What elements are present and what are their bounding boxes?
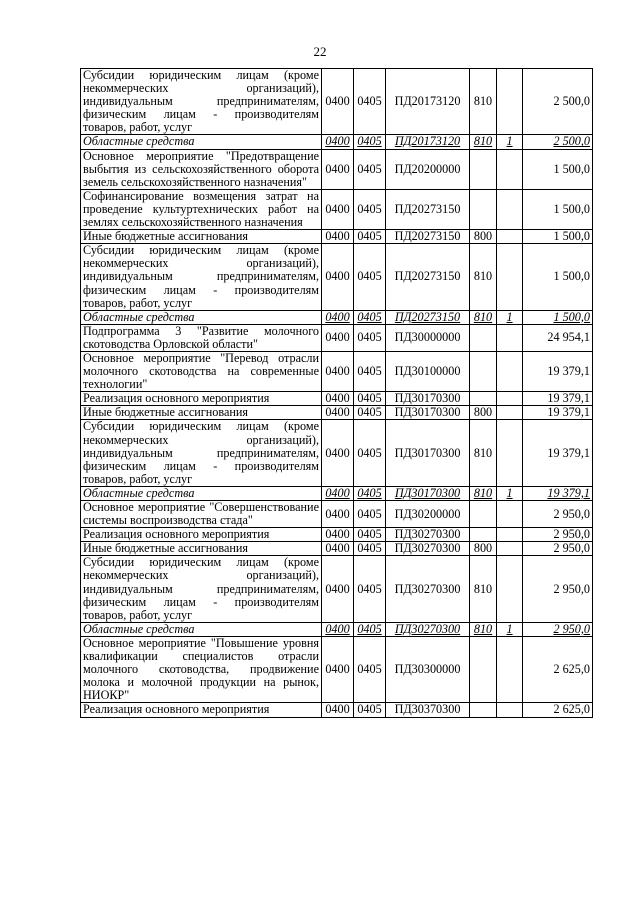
expense-type-code: 810	[470, 244, 497, 310]
expense-type-code: 810	[470, 486, 497, 500]
section-code: 0400	[322, 244, 354, 310]
amount: 1 500,0	[523, 230, 593, 244]
target-article-code: ПД20273150	[386, 189, 470, 229]
amount: 19 379,1	[523, 392, 593, 406]
row-name: Субсидии юридическим лицам (кроме некоммерческих организаций), индивидуальным предпринимателям, физическим лицам - производителям товаров, работ, услуг	[81, 244, 322, 310]
row-name: Субсидии юридическим лицам (кроме некоммерческих организаций), индивидуальным предпринимателям, физическим лицам - производителям товаров, работ, услуг	[81, 69, 322, 135]
table-row	[81, 310, 593, 324]
target-article-code: ПД30270300	[386, 556, 470, 622]
row-name: Областные средства	[81, 135, 322, 149]
target-article-code: ПД30170300	[386, 486, 470, 500]
table-row	[81, 69, 593, 135]
expense-type-code: 800	[470, 542, 497, 556]
expense-type-code: 810	[470, 556, 497, 622]
row-name: Иные бюджетные ассигнования	[81, 406, 322, 420]
funding-source-code	[497, 244, 523, 310]
funding-source-code	[497, 230, 523, 244]
subsection-code: 0405	[354, 230, 386, 244]
amount: 2 950,0	[523, 501, 593, 528]
section-code: 0400	[322, 406, 354, 420]
subsection-code: 0405	[354, 149, 386, 189]
funding-source-code	[497, 392, 523, 406]
subsection-code: 0405	[354, 528, 386, 542]
target-article-code: ПД30200000	[386, 501, 470, 528]
target-article-code: ПД20273150	[386, 244, 470, 310]
expense-type-code	[470, 324, 497, 351]
section-code: 0400	[322, 501, 354, 528]
table-row	[81, 636, 593, 702]
table-row	[81, 324, 593, 351]
budget-table	[80, 68, 593, 718]
amount: 2 950,0	[523, 542, 593, 556]
subsection-code: 0405	[354, 501, 386, 528]
target-article-code: ПД20173120	[386, 69, 470, 135]
target-article-code: ПД30170300	[386, 420, 470, 486]
row-name: Иные бюджетные ассигнования	[81, 230, 322, 244]
expense-type-code: 810	[470, 69, 497, 135]
row-name: Реализация основного мероприятия	[81, 392, 322, 406]
section-code: 0400	[322, 230, 354, 244]
row-name: Реализация основного мероприятия	[81, 703, 322, 717]
section-code: 0400	[322, 703, 354, 717]
expense-type-code: 810	[470, 310, 497, 324]
funding-source-code	[497, 636, 523, 702]
row-name: Подпрограмма 3 "Развитие молочного скотоводства Орловской области"	[81, 324, 322, 351]
table-row	[81, 420, 593, 486]
funding-source-code: 1	[497, 135, 523, 149]
amount: 2 625,0	[523, 636, 593, 702]
funding-source-code	[497, 189, 523, 229]
row-name: Иные бюджетные ассигнования	[81, 542, 322, 556]
section-code: 0400	[322, 486, 354, 500]
subsection-code: 0405	[354, 351, 386, 391]
subsection-code: 0405	[354, 135, 386, 149]
target-article-code: ПД30170300	[386, 392, 470, 406]
amount: 1 500,0	[523, 149, 593, 189]
expense-type-code	[470, 528, 497, 542]
table-row	[81, 528, 593, 542]
subsection-code: 0405	[354, 556, 386, 622]
expense-type-code	[470, 501, 497, 528]
amount: 2 500,0	[523, 135, 593, 149]
table-row	[81, 406, 593, 420]
section-code: 0400	[322, 542, 354, 556]
subsection-code: 0405	[354, 244, 386, 310]
table-row	[81, 542, 593, 556]
row-name: Основное мероприятие "Предотвращение выбытия из сельскохозяйственного оборота земель сельскохозяйственного назначения"	[81, 149, 322, 189]
row-name: Основное мероприятие "Совершенствование системы воспроизводства стада"	[81, 501, 322, 528]
row-name: Областные средства	[81, 310, 322, 324]
funding-source-code	[497, 556, 523, 622]
section-code: 0400	[322, 556, 354, 622]
row-name: Основное мероприятие "Перевод отрасли молочного скотоводства на современные технологии"	[81, 351, 322, 391]
section-code: 0400	[322, 392, 354, 406]
subsection-code: 0405	[354, 189, 386, 229]
table-row	[81, 622, 593, 636]
subsection-code: 0405	[354, 392, 386, 406]
target-article-code: ПД30370300	[386, 703, 470, 717]
section-code: 0400	[322, 135, 354, 149]
target-article-code: ПД30270300	[386, 528, 470, 542]
section-code: 0400	[322, 622, 354, 636]
amount: 19 379,1	[523, 420, 593, 486]
table-row	[81, 149, 593, 189]
funding-source-code	[497, 703, 523, 717]
expense-type-code: 800	[470, 406, 497, 420]
amount: 2 950,0	[523, 556, 593, 622]
expense-type-code	[470, 392, 497, 406]
amount: 19 379,1	[523, 406, 593, 420]
subsection-code: 0405	[354, 420, 386, 486]
amount: 19 379,1	[523, 351, 593, 391]
amount: 2 625,0	[523, 703, 593, 717]
table-row	[81, 486, 593, 500]
subsection-code: 0405	[354, 486, 386, 500]
funding-source-code	[497, 501, 523, 528]
section-code: 0400	[322, 69, 354, 135]
funding-source-code: 1	[497, 622, 523, 636]
section-code: 0400	[322, 636, 354, 702]
amount: 1 500,0	[523, 244, 593, 310]
row-name: Основное мероприятие "Повышение уровня квалификации специалистов отрасли молочного скотоводства, продвижение молока и молочной продукции на рынок, НИОКР"	[81, 636, 322, 702]
expense-type-code: 810	[470, 420, 497, 486]
table-row	[81, 556, 593, 622]
amount: 1 500,0	[523, 310, 593, 324]
subsection-code: 0405	[354, 310, 386, 324]
amount: 1 500,0	[523, 189, 593, 229]
section-code: 0400	[322, 528, 354, 542]
section-code: 0400	[322, 324, 354, 351]
target-article-code: ПД30170300	[386, 406, 470, 420]
expense-type-code	[470, 636, 497, 702]
funding-source-code	[497, 149, 523, 189]
table-row	[81, 230, 593, 244]
row-name: Реализация основного мероприятия	[81, 528, 322, 542]
target-article-code: ПД30000000	[386, 324, 470, 351]
amount: 2 500,0	[523, 69, 593, 135]
expense-type-code	[470, 149, 497, 189]
funding-source-code	[497, 528, 523, 542]
funding-source-code	[497, 420, 523, 486]
table-row	[81, 244, 593, 310]
table-row	[81, 703, 593, 717]
table-row	[81, 135, 593, 149]
expense-type-code: 810	[470, 622, 497, 636]
amount: 2 950,0	[523, 528, 593, 542]
row-name: Софинансирование возмещения затрат на проведение культуртехнических работ на землях сельскохозяйственного назначения	[81, 189, 322, 229]
funding-source-code	[497, 542, 523, 556]
funding-source-code: 1	[497, 486, 523, 500]
amount: 24 954,1	[523, 324, 593, 351]
target-article-code: ПД20200000	[386, 149, 470, 189]
subsection-code: 0405	[354, 622, 386, 636]
table-row	[81, 501, 593, 528]
expense-type-code	[470, 189, 497, 229]
target-article-code: ПД20273150	[386, 310, 470, 324]
expense-type-code: 810	[470, 135, 497, 149]
target-article-code: ПД20173120	[386, 135, 470, 149]
target-article-code: ПД30100000	[386, 351, 470, 391]
funding-source-code: 1	[497, 310, 523, 324]
target-article-code: ПД30300000	[386, 636, 470, 702]
subsection-code: 0405	[354, 324, 386, 351]
section-code: 0400	[322, 189, 354, 229]
subsection-code: 0405	[354, 636, 386, 702]
page-number: 22	[313, 44, 327, 59]
section-code: 0400	[322, 351, 354, 391]
section-code: 0400	[322, 420, 354, 486]
row-name: Субсидии юридическим лицам (кроме некоммерческих организаций), индивидуальным предпринимателям, физическим лицам - производителям товаров, работ, услуг	[81, 420, 322, 486]
funding-source-code	[497, 69, 523, 135]
row-name: Субсидии юридическим лицам (кроме некоммерческих организаций), индивидуальным предпринимателям, физическим лицам - производителям товаров, работ, услуг	[81, 556, 322, 622]
amount: 19 379,1	[523, 486, 593, 500]
amount: 2 950,0	[523, 622, 593, 636]
target-article-code: ПД30270300	[386, 542, 470, 556]
expense-type-code	[470, 703, 497, 717]
expense-type-code: 800	[470, 230, 497, 244]
target-article-code: ПД20273150	[386, 230, 470, 244]
funding-source-code	[497, 406, 523, 420]
subsection-code: 0405	[354, 406, 386, 420]
target-article-code: ПД30270300	[386, 622, 470, 636]
funding-source-code	[497, 324, 523, 351]
table-row	[81, 392, 593, 406]
row-name: Областные средства	[81, 622, 322, 636]
subsection-code: 0405	[354, 69, 386, 135]
section-code: 0400	[322, 149, 354, 189]
funding-source-code	[497, 351, 523, 391]
subsection-code: 0405	[354, 703, 386, 717]
subsection-code: 0405	[354, 542, 386, 556]
table-row	[81, 189, 593, 229]
table-row	[81, 351, 593, 391]
section-code: 0400	[322, 310, 354, 324]
row-name: Областные средства	[81, 486, 322, 500]
expense-type-code	[470, 351, 497, 391]
